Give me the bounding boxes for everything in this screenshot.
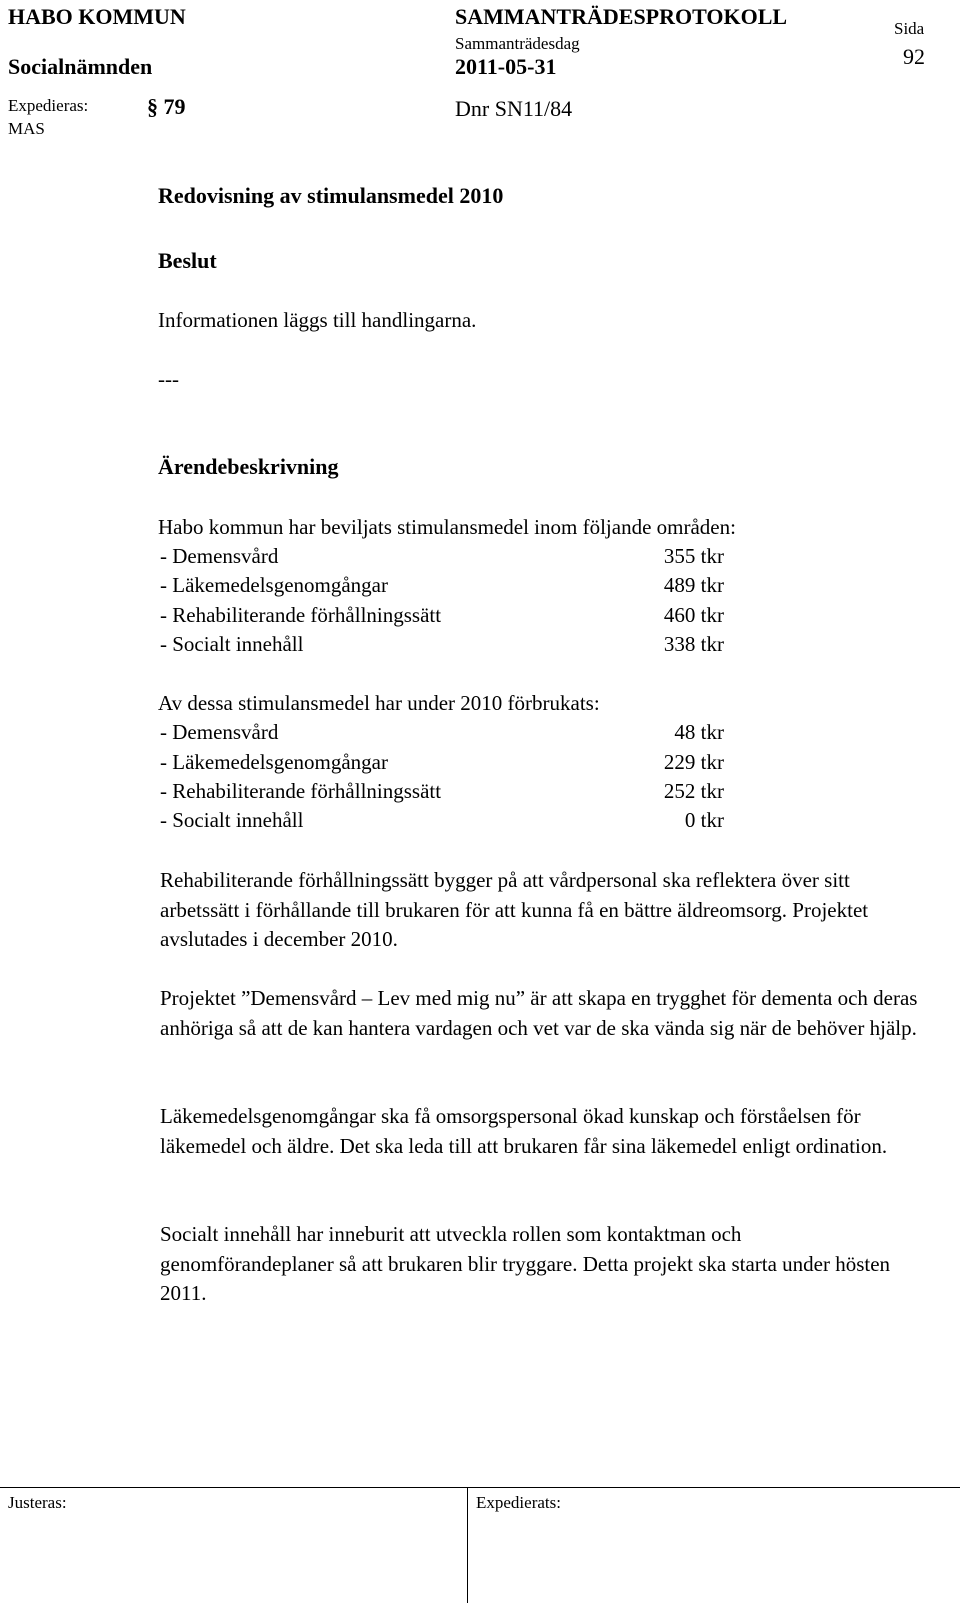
paragraph-number: § 79 xyxy=(147,94,186,119)
paragraph-medication: Läkemedelsgenomgångar ska få omsorgspersonal ökad kunskap och förståelsen för läkemedel och äldre. Det ska leda till att brukaren får sina läkemedel enligt ordination. xyxy=(160,1104,888,1158)
justeras-label: Justeras: xyxy=(8,1493,67,1512)
expedieras-label: Expedieras: xyxy=(8,96,89,115)
item-name: - Läkemedelsgenomgångar xyxy=(160,573,388,597)
page-label: Sida xyxy=(894,19,925,38)
item-amount: 355 tkr xyxy=(663,544,724,568)
footer-rule xyxy=(0,1487,960,1488)
expedierats-label: Expedierats: xyxy=(476,1493,561,1512)
separator: --- xyxy=(158,367,179,391)
dnr-number: Dnr SN11/84 xyxy=(455,96,573,121)
item-name: - Rehabiliterande förhållningssätt xyxy=(160,603,442,627)
document-title: Redovisning av stimulansmedel 2010 xyxy=(158,183,504,208)
department-name: Socialnämnden xyxy=(8,54,153,79)
page-number: 92 xyxy=(903,44,925,69)
meeting-date: 2011-05-31 xyxy=(455,54,557,79)
used-intro: Av dessa stimulansmedel har under 2010 förbrukats: xyxy=(158,691,600,715)
item-amount: 229 tkr xyxy=(663,750,724,774)
item-amount: 48 tkr xyxy=(674,720,724,744)
item-name: - Läkemedelsgenomgångar xyxy=(160,750,388,774)
item-amount: 489 tkr xyxy=(663,573,724,597)
item-name: - Demensvård xyxy=(160,720,279,744)
item-amount: 460 tkr xyxy=(663,603,724,627)
item-name: - Socialt innehåll xyxy=(160,632,304,656)
decision-text: Informationen läggs till handlingarna. xyxy=(158,308,477,332)
granted-intro: Habo kommun har beviljats stimulansmedel inom följande områden: xyxy=(158,515,736,539)
item-name: - Rehabiliterande förhållningssätt xyxy=(160,779,442,803)
protocol-title: SAMMANTRÄDESPROTOKOLL xyxy=(455,4,788,29)
paragraph-social: Socialt innehåll har inneburit att utveckla rollen som kontaktman och genomförandeplaner så att brukaren blir tryggare. Detta projekt ska starta under hösten 2011. xyxy=(160,1222,891,1305)
item-amount: 0 tkr xyxy=(684,808,724,832)
org-name: HABO KOMMUN xyxy=(8,4,186,29)
expedieras-value: MAS xyxy=(8,119,45,138)
paragraph-dementia: Projektet ”Demensvård – Lev med mig nu” är att skapa en trygghet för dementa och deras anhöriga så att de kan hantera vardagen och vet var de ska vända sig när de behöver hjälp. xyxy=(160,986,918,1040)
decision-heading: Beslut xyxy=(158,248,217,273)
item-name: - Demensvård xyxy=(160,544,279,568)
item-amount: 252 tkr xyxy=(663,779,724,803)
meeting-date-label: Sammanträdesdag xyxy=(455,34,580,53)
item-amount: 338 tkr xyxy=(663,632,724,656)
item-name: - Socialt innehåll xyxy=(160,808,304,832)
description-heading: Ärendebeskrivning xyxy=(158,454,339,479)
footer-divider xyxy=(467,1488,468,1603)
paragraph-rehab: Rehabiliterande förhållningssätt bygger på att vårdpersonal ska reflektera över sitt arbetssätt i förhållande till brukaren för att kunna få en bättre äldreomsorg. Projektet avslutades i december 2010. xyxy=(160,868,869,951)
